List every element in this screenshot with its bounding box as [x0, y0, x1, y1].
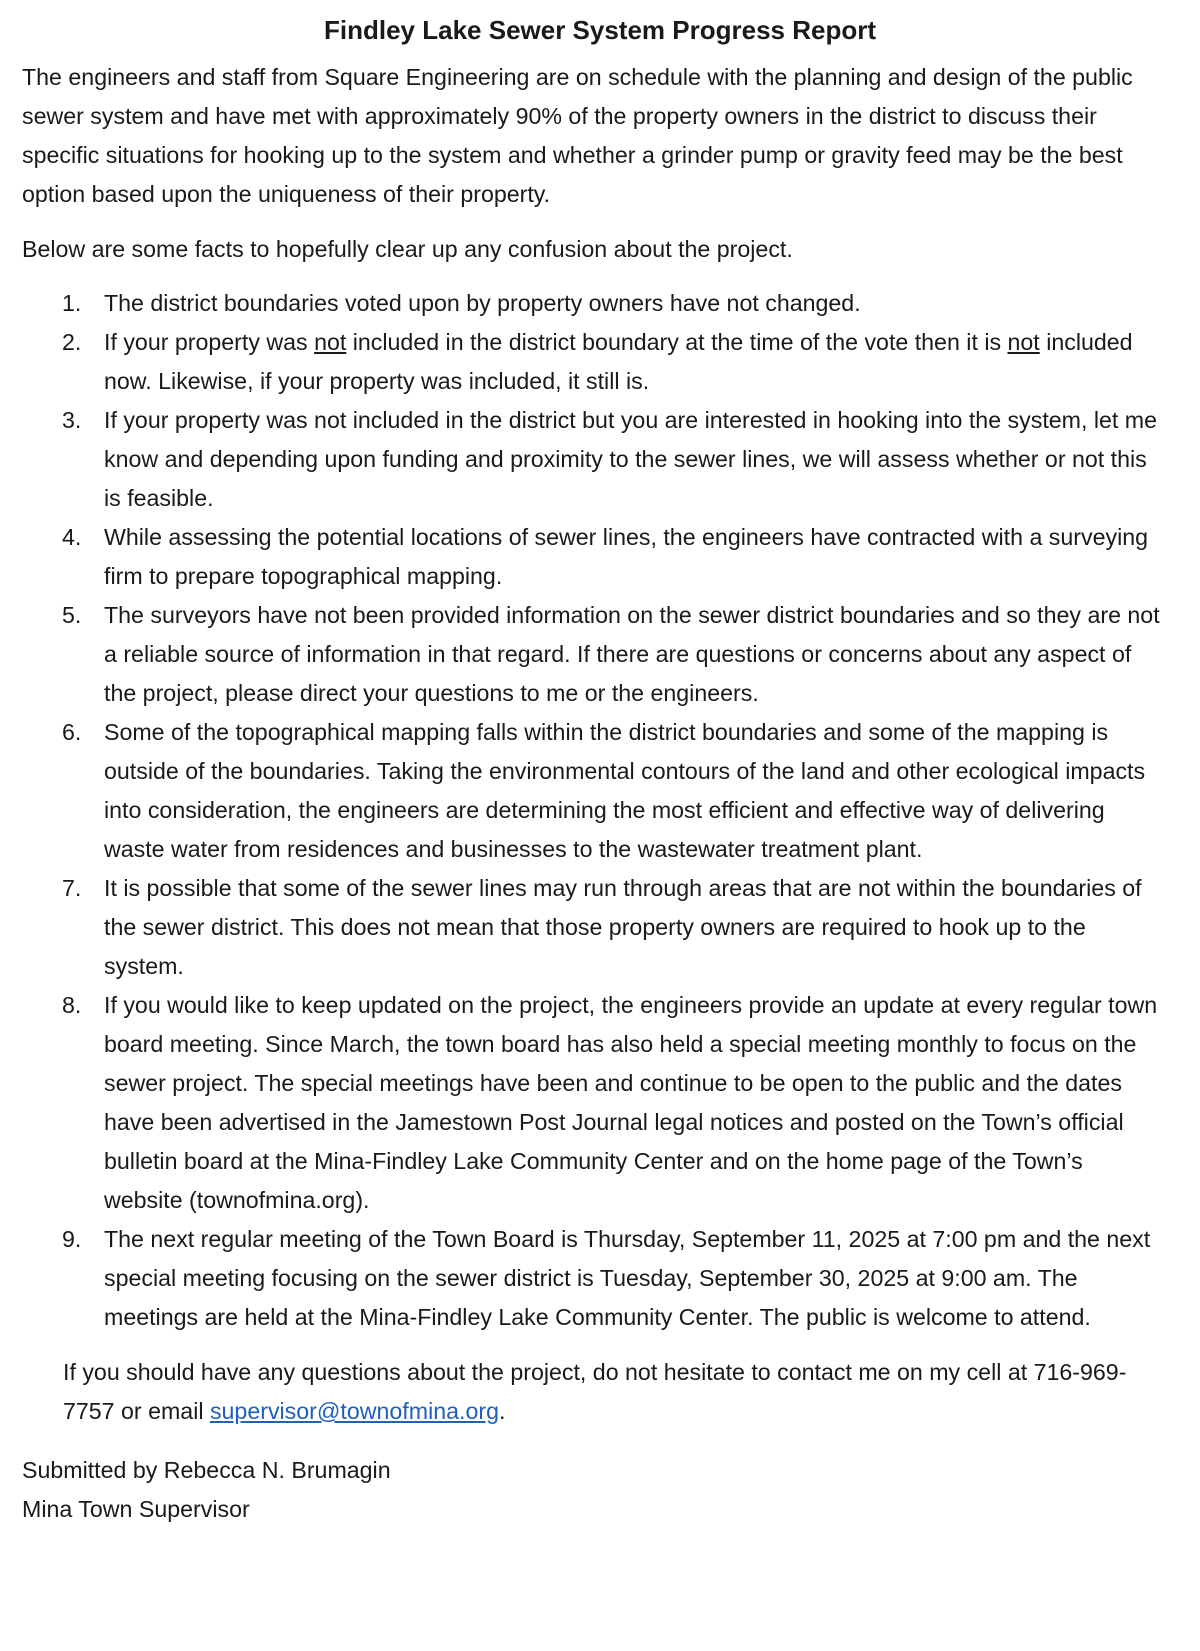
list-item-text: While assessing the potential locations of sewer lines, the engineers have contracted with a surveying firm to prepare topographical mapping.: [104, 524, 1149, 589]
list-item-number: 8.: [62, 992, 82, 1018]
list-item-text: The district boundaries voted upon by property owners have not changed.: [104, 290, 861, 316]
underlined-word: not: [314, 329, 347, 355]
list-item: [22, 518, 1160, 596]
list-item-text: [104, 329, 1133, 394]
email-link[interactable]: supervisor@townofmina.org: [209, 1398, 499, 1424]
list-item-number: 7.: [62, 875, 82, 901]
signature-name: Submitted by Rebecca N. Brumagin: [22, 1457, 391, 1483]
signature-title: Mina Town Supervisor: [22, 1496, 250, 1522]
list-item-number: 1.: [62, 290, 82, 316]
list-item: [22, 323, 1160, 401]
list-item-text: Some of the topographical mapping falls within the district boundaries and some of the mapping is outside of the boundaries. Taking the environmental contours of the land and other ecological impacts into consideration, the engineers are determining the most efficient and effective way of delivering waste water from residences and businesses to the wastewater treatment plant.: [104, 719, 1146, 862]
list-item: [22, 713, 1160, 869]
list-item-text: If your property was not included in the district but you are interested in hooking into the system, let me know and depending upon funding and proximity to the sewer lines, we will assess whether or not this is feasible.: [104, 407, 1158, 511]
list-item: [22, 284, 1160, 323]
signature-block: [22, 1451, 1160, 1529]
list-item-number: 6.: [62, 719, 82, 745]
list-item-number: 5.: [62, 602, 82, 628]
lead-paragraph: Below are some facts to hopefully clear up any confusion about the project.: [22, 236, 793, 262]
list-item-number: 3.: [62, 407, 82, 433]
list-item: [22, 596, 1160, 713]
closing-punctuation: .: [498, 1398, 506, 1424]
list-item-text: The next regular meeting of the Town Board is Thursday, September 11, 2025 at 7:00 pm and the next special meeting focusing on the sewer district is Tuesday, September 30, 2025 at 9:00 am. The meetings are held at the Mina-Findley Lake Community Center. The public is welcome to attend.: [104, 1226, 1151, 1330]
list-item-number: 9.: [62, 1226, 82, 1252]
facts-list: [22, 284, 1160, 1337]
list-item: [22, 869, 1160, 986]
underlined-word: not: [1007, 329, 1040, 355]
text-segment: included now. Likewise, if your property was included, it still is.: [104, 329, 1133, 394]
closing-paragraph: [22, 1353, 1160, 1431]
list-item-text: If you would like to keep updated on the project, the engineers provide an update at every regular town board meeting. Since March, the town board has also held a special meeting monthly to focus on the sewer project. The special meetings have been and continue to be open to the public and the dates have been advertised in the Jamestown Post Journal legal notices and posted on the Town’s official bulletin board at the Mina-Findley Lake Community Center and on the home page of the Town’s website (townofmina.org).: [104, 992, 1158, 1213]
list-item-number: 4.: [62, 524, 82, 550]
closing-text: If you should have any questions about the project, do not hesitate to contact me on my cell at 716-969-7757 or email: [63, 1359, 1127, 1424]
list-item: [22, 401, 1160, 518]
list-item: [22, 986, 1160, 1220]
list-item-text: The surveyors have not been provided information on the sewer district boundaries and so they are not a reliable source of information in that regard. If there are questions or concerns about any aspect of the project, please direct your questions to me or the engineers.: [104, 602, 1160, 706]
list-item: [22, 1220, 1160, 1337]
text-segment: If your property was: [104, 329, 315, 355]
text-segment: included in the district boundary at the time of the vote then it is: [346, 329, 1008, 355]
list-item-number: 2.: [62, 329, 82, 355]
intro-paragraph: The engineers and staff from Square Engineering are on schedule with the planning and design of the public sewer system and have met with approximately 90% of the property owners in the district to discuss their specific situations for hooking up to the system and whether a grinder pump or gravity feed may be the best option based upon the uniqueness of their property.: [22, 64, 1133, 207]
document-title: Findley Lake Sewer System Progress Report: [324, 15, 876, 45]
list-item-text: It is possible that some of the sewer lines may run through areas that are not within the boundaries of the sewer district. This does not mean that those property owners are required to hook up to the system.: [104, 875, 1142, 979]
